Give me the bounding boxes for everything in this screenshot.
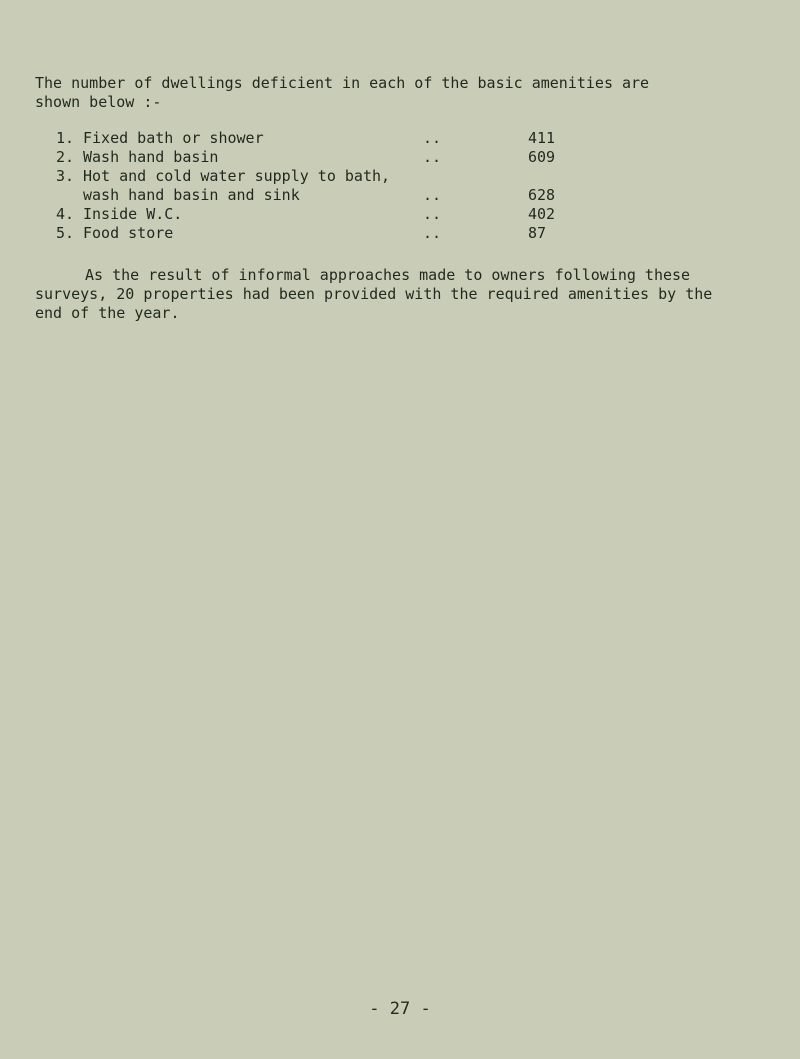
list-item xyxy=(56,148,616,167)
item-value: 411 xyxy=(528,129,556,147)
item-label-line: Hot and cold water supply to bath, xyxy=(83,167,391,185)
page-number: - 27 - xyxy=(369,999,431,1019)
item-leader: .. xyxy=(423,205,442,223)
intro-line: The number of dwellings deficient in each of the basic amenities are xyxy=(35,74,650,92)
paragraph-line: end of the year. xyxy=(35,304,180,322)
item-label: Inside W.C. xyxy=(83,205,183,223)
item-leader: .. xyxy=(423,148,442,166)
item-value: 609 xyxy=(528,148,556,166)
list-item xyxy=(56,167,616,205)
item-number: 2. xyxy=(56,148,75,166)
paragraph-line xyxy=(35,266,775,285)
item-leader: .. xyxy=(423,186,442,204)
paragraph-text: As the result of informal approaches made to owners following these xyxy=(85,266,691,284)
intro-text xyxy=(35,74,755,112)
item-label: Food store xyxy=(83,224,174,242)
amenities-list xyxy=(56,129,616,243)
item-number: 1. xyxy=(56,129,75,147)
item-value: 628 xyxy=(528,186,556,204)
list-item xyxy=(56,129,616,148)
item-leader: .. xyxy=(423,224,442,242)
paragraph-line: surveys, 20 properties had been provided with the required amenities by the xyxy=(35,285,713,303)
intro-line: shown below :- xyxy=(35,93,162,111)
item-value: 402 xyxy=(528,205,556,223)
list-item xyxy=(56,205,616,224)
item-label: Wash hand basin xyxy=(83,148,219,166)
item-number: 3. xyxy=(56,167,75,185)
item-label xyxy=(83,167,390,205)
item-number: 4. xyxy=(56,205,75,223)
item-label-line: wash hand basin and sink xyxy=(83,186,300,204)
item-leader: .. xyxy=(423,129,442,147)
list-item xyxy=(56,224,616,243)
result-paragraph xyxy=(35,266,775,323)
item-value: 87 xyxy=(528,224,547,242)
item-label: Fixed bath or shower xyxy=(83,129,264,147)
item-number: 5. xyxy=(56,224,75,242)
